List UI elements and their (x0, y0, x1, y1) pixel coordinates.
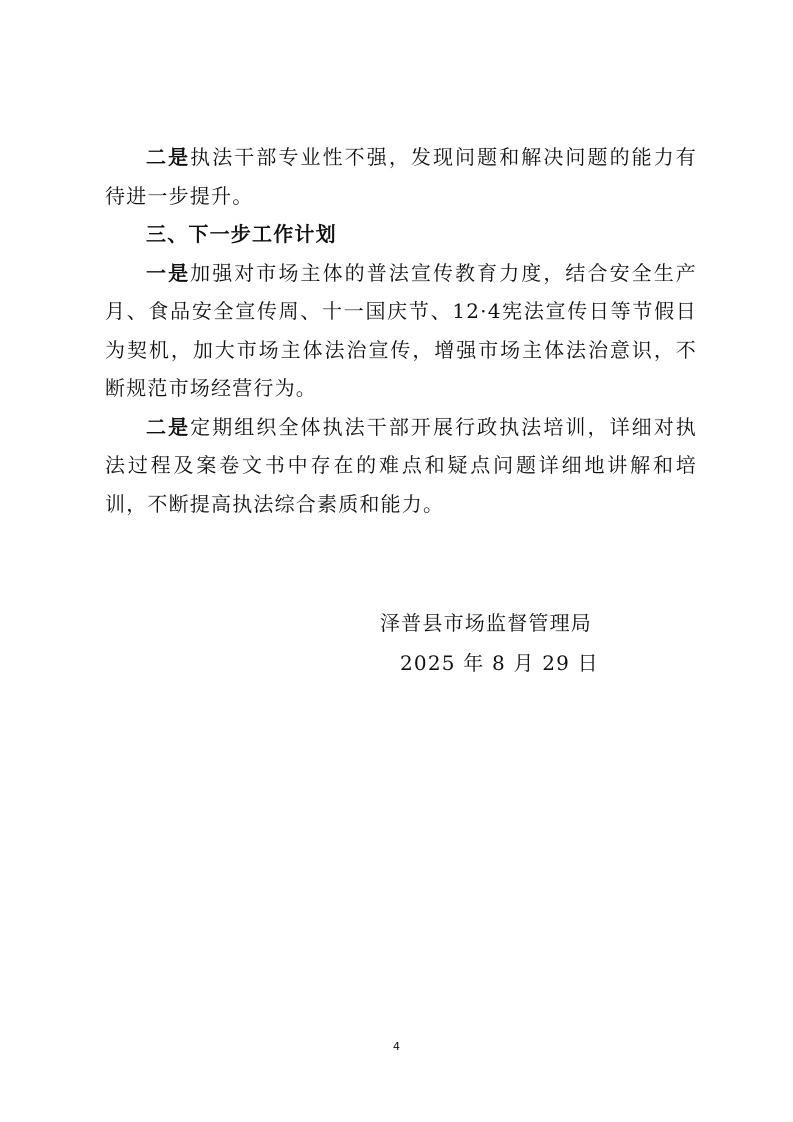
paragraph-weakness-2 (105, 138, 697, 215)
section-heading: 三、下一步工作计划 (146, 222, 337, 246)
paragraph-plan-1 (105, 254, 697, 408)
signature-block (380, 603, 680, 683)
paragraph-lead: 一是 (146, 260, 191, 285)
signature-date: 2025 年 8 月 29 日 (400, 651, 599, 675)
paragraph-text: 定期组织全体执法干部开展行政执法培训，详细对执法过程及案卷文书中存在的难点和疑点问题详细地讲解和培训，不断提高执法综合素质和能力。 (105, 414, 697, 516)
paragraph-text: 加强对市场主体的普法宣传教育力度，结合安全生产月、食品安全宣传周、十一国庆节、12·4宪法宣传日等节假日为契机，加大市场主体法治宣传，增强市场主体法治意识，不断规范市场经营行为。 (105, 260, 697, 400)
page-number: 4 (393, 1040, 400, 1053)
document-body (105, 138, 697, 523)
paragraph-lead: 二是 (146, 145, 191, 169)
signature-organization: 泽普县市场监督管理局 (380, 611, 592, 635)
paragraph-lead: 二是 (146, 414, 191, 439)
paragraph-plan-2 (105, 408, 697, 524)
paragraph-text: 执法干部专业性不强，发现问题和解决问题的能力有待进一步提升。 (105, 145, 697, 208)
